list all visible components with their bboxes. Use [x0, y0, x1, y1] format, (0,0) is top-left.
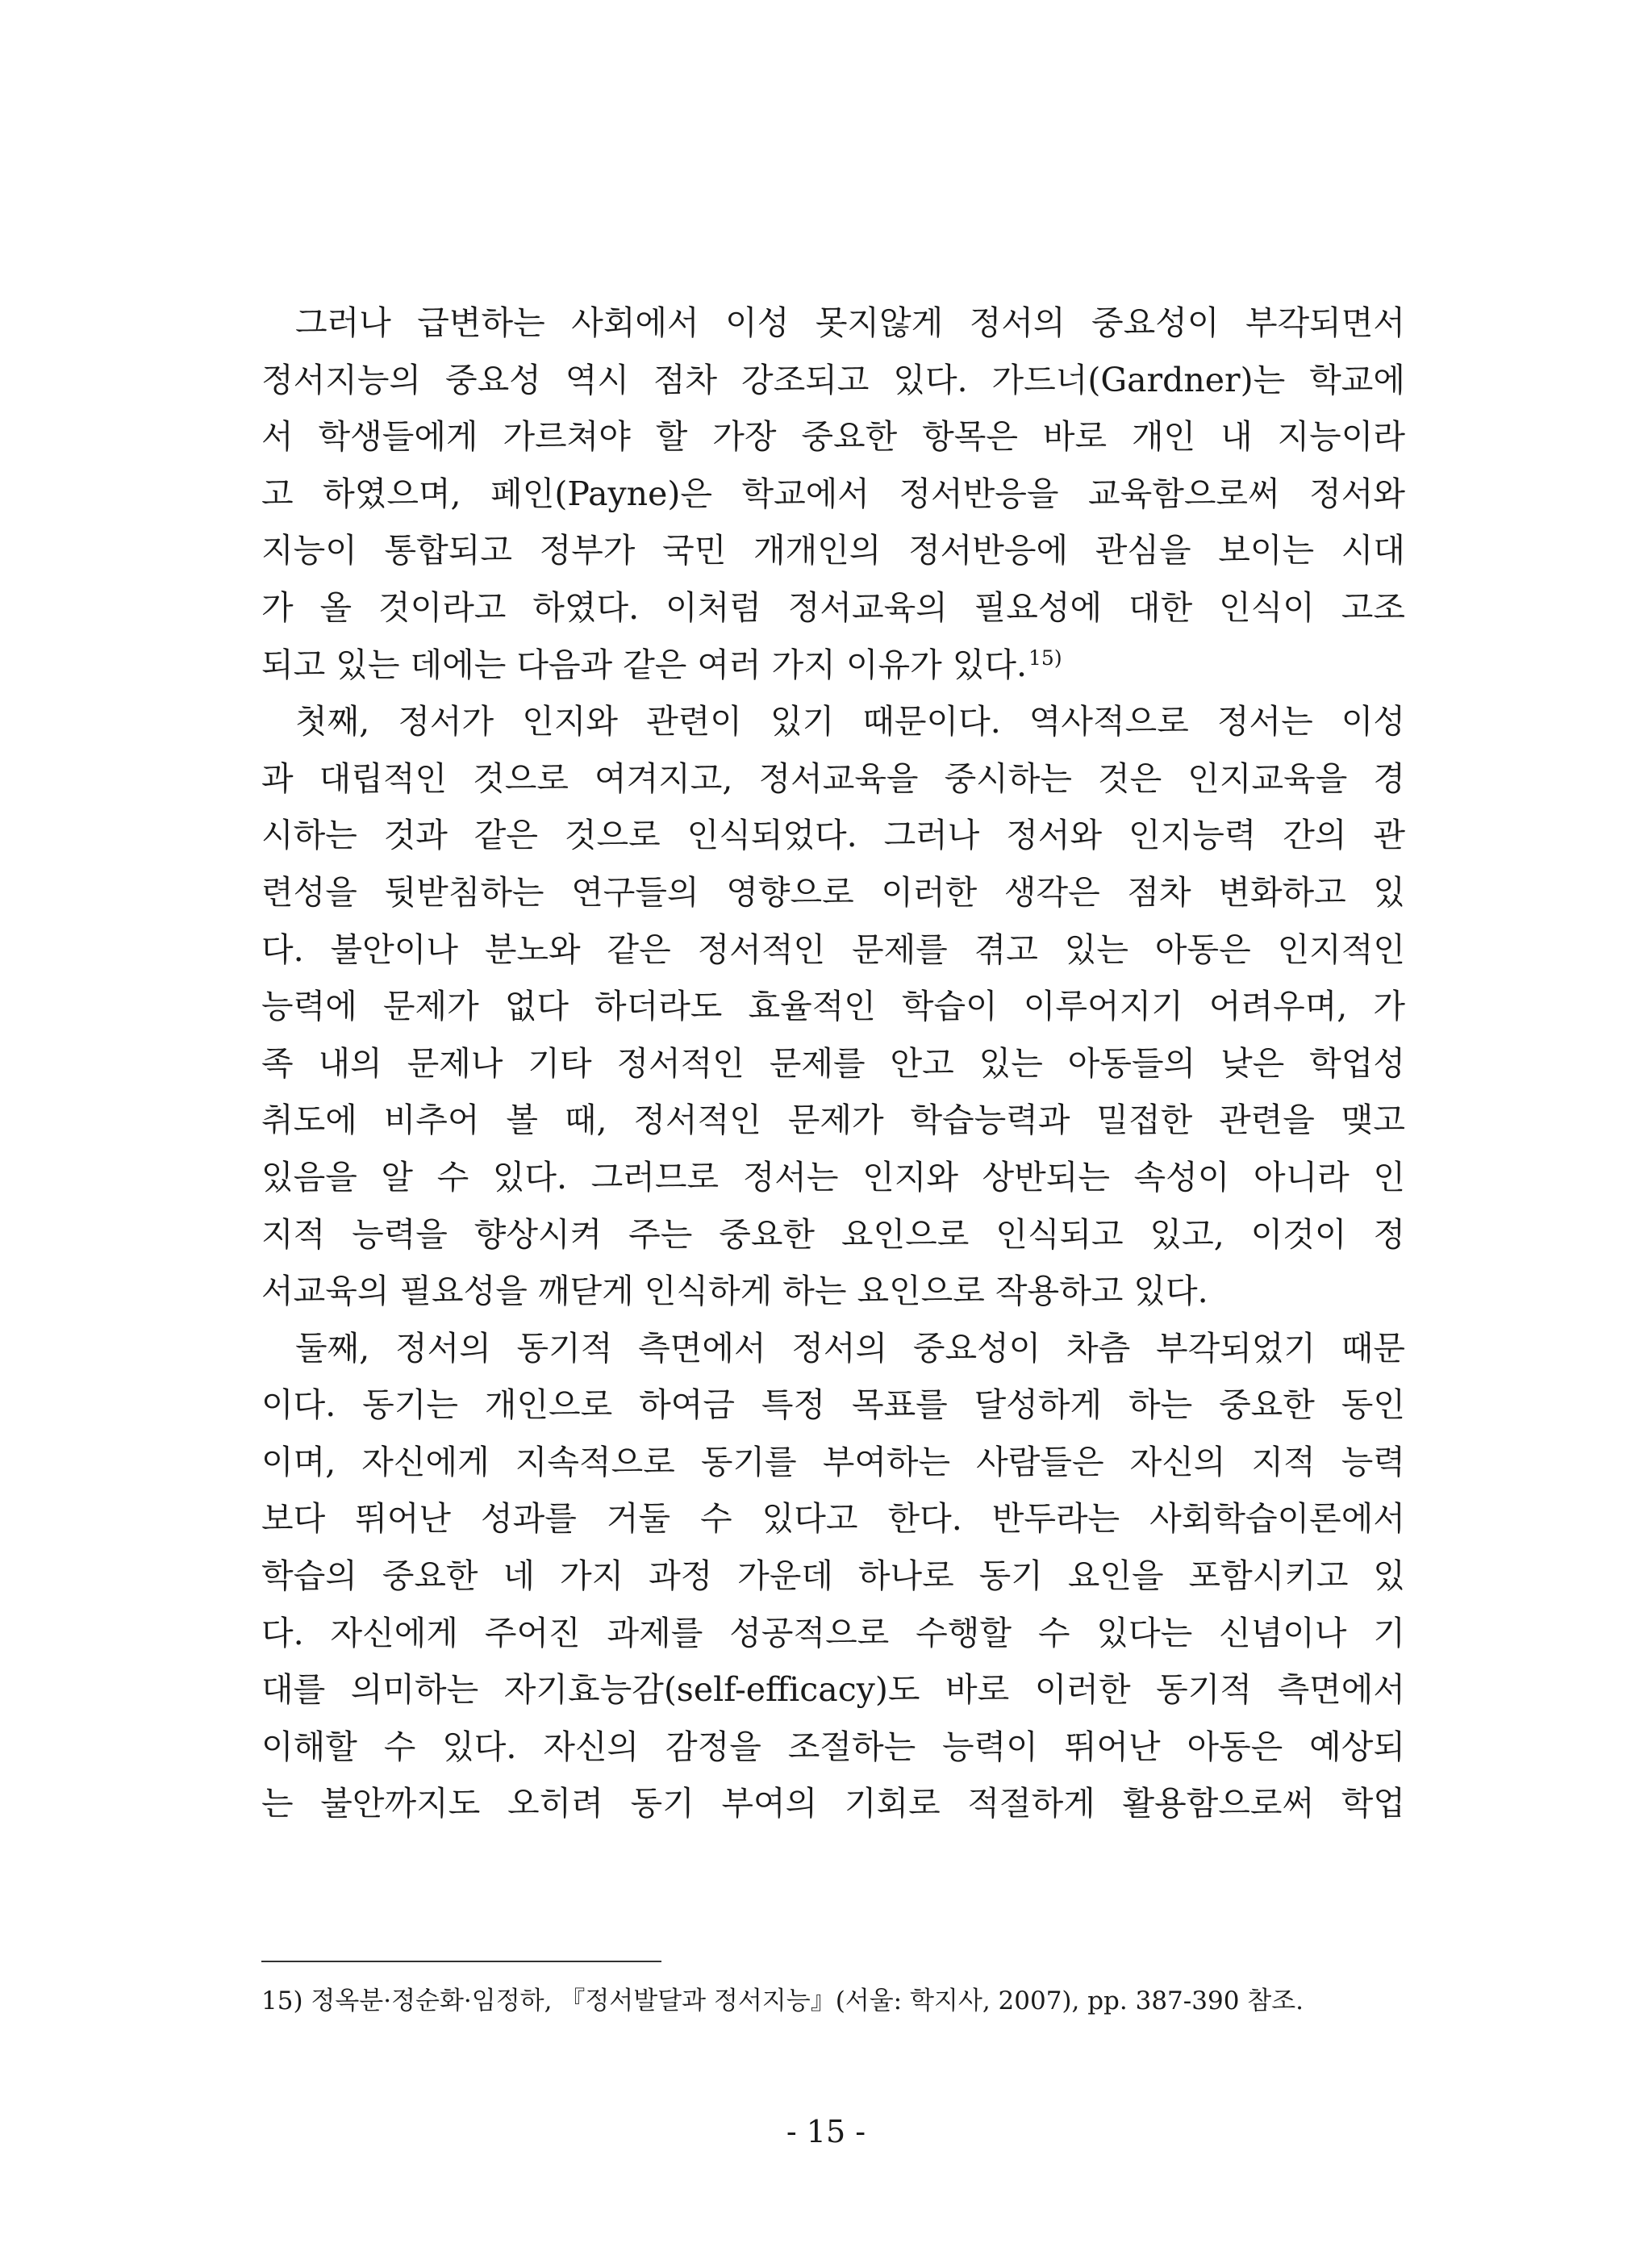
paragraph-line: 능력에 문제가 없다 하더라도 효율적인 학습이 이루어지기 어려우며, 가 — [261, 987, 1405, 1026]
paragraph-line — [261, 637, 1405, 694]
paragraph-3 — [261, 1320, 1405, 1832]
paragraph-line: 다. 불안이나 분노와 같은 정서적인 문제를 겪고 있는 아동은 인지적인 — [261, 929, 1405, 969]
paragraph-line: 이해할 수 있다. 자신의 감정을 조절하는 능력이 뛰어난 아동은 예상되 — [261, 1727, 1405, 1766]
paragraph-line: 이며, 자신에게 지속적으로 동기를 부여하는 사람들은 자신의 지적 능력 — [261, 1442, 1405, 1481]
footnote-reference[interactable]: 15) — [1028, 645, 1062, 670]
paragraph-line-text: 되고 있는 데에는 다음과 같은 여러 가지 이유가 있다. — [261, 645, 1028, 684]
paragraph-line: 대를 의미하는 자기효능감(self-efficacy)도 바로 이러한 동기적 측면에서 — [261, 1670, 1405, 1710]
paragraph-line: 는 불안까지도 오히려 동기 부여의 기회로 적절하게 활용함으로써 학업 — [261, 1784, 1405, 1823]
paragraph-line: 이다. 동기는 개인으로 하여금 특정 목표를 달성하게 하는 중요한 동인 — [261, 1385, 1405, 1425]
paragraph-1 — [261, 294, 1405, 693]
paragraph-line: 둘째, 정서의 동기적 측면에서 정서의 중요성이 차츰 부각되었기 때문 — [295, 1328, 1405, 1368]
paragraph-line: 시하는 것과 같은 것으로 인식되었다. 그러나 정서와 인지능력 간의 관 — [261, 816, 1405, 855]
footnote-divider — [261, 1961, 661, 1962]
paragraph-line: 련성을 뒷받침하는 연구들의 영향으로 이러한 생각은 점차 변화하고 있 — [261, 872, 1405, 912]
paragraph-line: 첫째, 정서가 인지와 관련이 있기 때문이다. 역사적으로 정서는 이성 — [295, 702, 1405, 741]
paragraph-line: 보다 뛰어난 성과를 거둘 수 있다고 한다. 반두라는 사회학습이론에서 — [261, 1499, 1405, 1539]
paragraph-line: 가 올 것이라고 하였다. 이처럼 정서교육의 필요성에 대한 인식이 고조 — [261, 587, 1405, 627]
paragraph-line: 다. 자신에게 주어진 과제를 성공적으로 수행할 수 있다는 신념이나 기 — [261, 1613, 1405, 1652]
paragraph-line: 학습의 중요한 네 가지 과정 가운데 하나로 동기 요인을 포함시키고 있 — [261, 1556, 1405, 1596]
paragraph-line: 지적 능력을 향상시켜 주는 중요한 요인으로 인식되고 있고, 이것이 정 — [261, 1214, 1405, 1254]
paragraph-line: 그러나 급변하는 사회에서 이성 못지않게 정서의 중요성이 부각되면서 — [295, 303, 1405, 342]
page-number: - 15 - — [786, 2114, 866, 2149]
body-text — [261, 294, 1405, 1832]
paragraph-line: 정서지능의 중요성 역시 점차 강조되고 있다. 가드너(Gardner)는 학교에 — [261, 360, 1405, 399]
paragraph-2 — [261, 693, 1405, 1320]
paragraph-line: 지능이 통합되고 정부가 국민 개개인의 정서반응에 관심을 보이는 시대 — [261, 531, 1405, 570]
paragraph-line: 과 대립적인 것으로 여겨지고, 정서교육을 중시하는 것은 인지교육을 경 — [261, 758, 1405, 798]
footnote: 15) 정옥분·정순화·임정하, 『정서발달과 정서지능』(서울: 학지사, 2007), pp. 387-390 참조. — [261, 1986, 1304, 2015]
paragraph-line: 족 내의 문제나 기타 정서적인 문제를 안고 있는 아동들의 낮은 학업성 — [261, 1043, 1405, 1083]
paragraph-line: 있음을 알 수 있다. 그러므로 정서는 인지와 상반되는 속성이 아니라 인 — [261, 1157, 1405, 1197]
paragraph-line: 서교육의 필요성을 깨닫게 인식하게 하는 요인으로 작용하고 있다. — [261, 1272, 1208, 1311]
paragraph-line: 고 하였으며, 페인(Payne)은 학교에서 정서반응을 교육함으로써 정서와 — [261, 474, 1405, 513]
paragraph-line: 서 학생들에게 가르쳐야 할 가장 중요한 항목은 바로 개인 내 지능이라 — [261, 417, 1405, 457]
paragraph-line: 취도에 비추어 볼 때, 정서적인 문제가 학습능력과 밀접한 관련을 맺고 — [261, 1101, 1405, 1140]
